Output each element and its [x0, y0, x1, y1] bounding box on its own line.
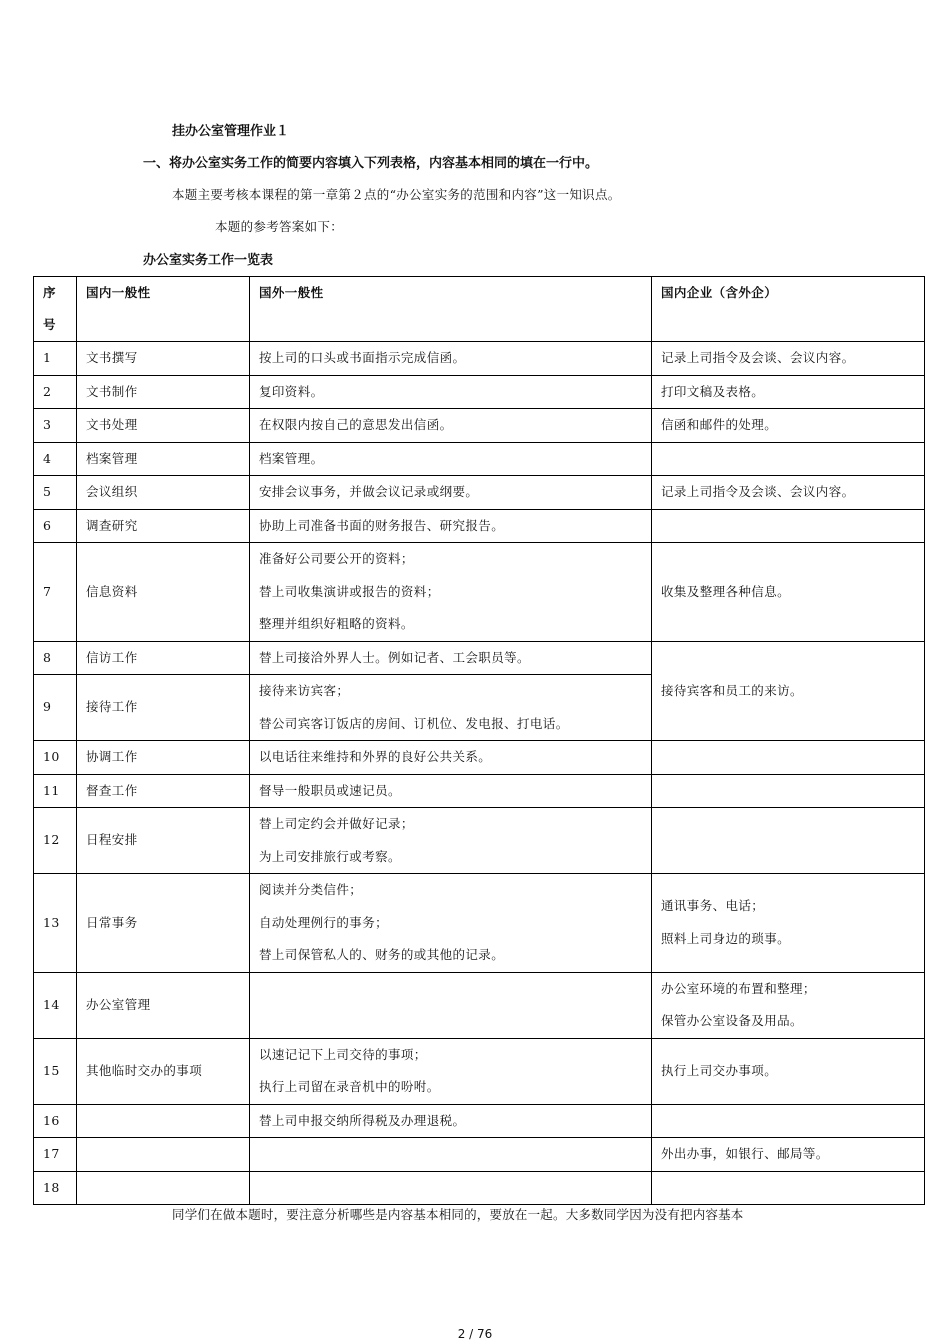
table-row: [34, 442, 925, 476]
cell-enterprise: [652, 1138, 925, 1172]
cell-enterprise: [652, 808, 925, 874]
cell-foreign: [250, 741, 652, 775]
cell-enterprise-line: 信函和邮件的处理。: [661, 417, 778, 432]
cell-foreign: [250, 375, 652, 409]
reference-intro: 本题的参考答案如下：: [215, 219, 344, 234]
table-row: [34, 641, 925, 675]
cell-enterprise: [652, 1038, 925, 1104]
cell-foreign: [250, 1104, 652, 1138]
table-body: [34, 342, 925, 1205]
cell-foreign: [250, 442, 652, 476]
cell-foreign-line: 协助上司准备书面的财务报告、研究报告。: [259, 517, 505, 533]
cell-foreign-line: 替上司定约会并做好记录；: [259, 816, 414, 831]
cell-no: [34, 808, 77, 874]
cell-foreign: [250, 808, 652, 874]
cell-enterprise: [652, 972, 925, 1038]
cell-no-text: 15: [43, 1062, 60, 1078]
cell-no-text: 1: [43, 350, 52, 365]
cell-domestic-text: 文书撰写: [86, 350, 138, 365]
cell-no-text: 11: [43, 782, 60, 798]
cell-domestic-text: 文书处理: [86, 417, 138, 432]
table-row: [34, 1038, 925, 1104]
table-row: [34, 741, 925, 775]
cell-foreign-line: 按上司的口头或书面指示完成信函。: [259, 350, 466, 365]
cell-enterprise: [652, 543, 925, 642]
table-row: [34, 874, 925, 973]
cell-no: [34, 1104, 77, 1138]
cell-enterprise: [652, 375, 925, 409]
cell-foreign: [250, 874, 652, 973]
cell-no: [34, 774, 77, 808]
cell-no-text: 2: [43, 383, 52, 399]
cell-no: [34, 442, 77, 476]
cell-no-text: 9: [43, 699, 52, 715]
cell-foreign: [250, 1138, 652, 1172]
cell-enterprise: [652, 442, 925, 476]
cell-foreign: [250, 543, 652, 642]
cell-foreign: [250, 641, 652, 675]
cell-foreign: [250, 409, 652, 443]
cell-no-text: 4: [43, 450, 52, 466]
header-no: [34, 277, 77, 342]
table-row: [34, 375, 925, 409]
cell-domestic-text: 信访工作: [86, 649, 138, 665]
table-row: [34, 543, 925, 642]
cell-no: [34, 543, 77, 642]
cell-no-text: 13: [43, 914, 60, 930]
office-affairs-table: [33, 276, 925, 1205]
cell-enterprise-line: 记录上司指令及会谈、会议内容。: [661, 484, 855, 499]
cell-no: [34, 874, 77, 973]
cell-foreign-line: 执行上司留在录音机中的吩咐。: [259, 1079, 440, 1094]
cell-domestic-text: 协调工作: [86, 749, 138, 764]
cell-domestic-text: 会议组织: [86, 484, 138, 499]
question-description: 本题主要考核本课程的第一章第２点的“办公室实务的范围和内容”这一知识点。: [172, 187, 621, 202]
cell-domestic: [77, 972, 250, 1038]
cell-enterprise-line: 打印文稿及表格。: [661, 383, 765, 399]
header-foreign: [250, 277, 652, 342]
table-row: [34, 1104, 925, 1138]
cell-enterprise-line: 收集及整理各种信息。: [661, 583, 791, 599]
cell-no-text: 5: [43, 484, 52, 499]
cell-enterprise-line: 记录上司指令及会谈、会议内容。: [661, 350, 855, 365]
cell-no-text: 3: [43, 417, 52, 432]
table-row: [34, 476, 925, 510]
question-heading: 一、将办公室实务工作的简要内容填入下列表格，内容基本相同的填在一行中。: [143, 156, 599, 171]
cell-enterprise: [652, 774, 925, 808]
cell-domestic: [77, 409, 250, 443]
cell-domestic-text: 日常事务: [86, 914, 138, 930]
cell-no: [34, 741, 77, 775]
cell-foreign-line: 替上司申报交纳所得税及办理退税。: [259, 1112, 466, 1128]
cell-enterprise-line: 通讯事务、电话；: [661, 898, 765, 914]
cell-no: [34, 972, 77, 1038]
cell-foreign-line: 督导一般职员或速记员。: [259, 782, 401, 798]
cell-foreign-line: 替上司收集演讲或报告的资料；: [259, 583, 440, 599]
cell-foreign-line: 替上司接洽外界人士。例如记者、工会职员等。: [259, 649, 530, 665]
table-row: [34, 409, 925, 443]
cell-enterprise-line: 照料上司身边的琐事。: [661, 930, 791, 946]
cell-domestic: [77, 675, 250, 741]
cell-foreign-line: 在权限内按自己的意思发出信函。: [259, 417, 453, 432]
cell-enterprise-line: 接待宾客和员工的来访。: [661, 682, 803, 698]
cell-domestic-text: 调查研究: [86, 517, 138, 533]
cell-no-text: 17: [43, 1146, 60, 1161]
cell-enterprise: [652, 1171, 925, 1205]
cell-foreign: [250, 972, 652, 1038]
cell-foreign-line: 接待来访宾客；: [259, 683, 350, 698]
table-row: [34, 509, 925, 543]
cell-no-text: 12: [43, 832, 60, 848]
cell-enterprise: [652, 874, 925, 973]
cell-no: [34, 1038, 77, 1104]
cell-enterprise: [652, 342, 925, 376]
header-no-line1: 序: [43, 285, 56, 300]
cell-enterprise-line: 外出办事，如银行、邮局等。: [661, 1146, 829, 1161]
table-title: 办公室实务工作一览表: [143, 253, 274, 268]
cell-domestic: [77, 1038, 250, 1104]
cell-enterprise: [652, 476, 925, 510]
header-enterprise: [652, 277, 925, 342]
cell-foreign: [250, 675, 652, 741]
cell-domestic: [77, 375, 250, 409]
cell-domestic-text: 督查工作: [86, 782, 138, 798]
table-row: [34, 342, 925, 376]
cell-no: [34, 476, 77, 510]
closing-paragraph: 同学们在做本题时，要注意分析哪些是内容基本相同的，要放在一起。大多数同学因为没有把内容基本: [172, 1207, 744, 1222]
cell-no-text: 16: [43, 1112, 60, 1128]
cell-foreign-line: 以电话往来维持和外界的良好公共关系。: [259, 749, 492, 764]
cell-foreign: [250, 509, 652, 543]
cell-foreign-line: 整理并组织好粗略的资料。: [259, 616, 414, 631]
header-domestic-label: 国内一般性: [86, 285, 151, 300]
cell-domestic: [77, 1171, 250, 1205]
cell-domestic: [77, 342, 250, 376]
cell-enterprise: [652, 409, 925, 443]
cell-enterprise: [652, 741, 925, 775]
cell-domestic-text: 日程安排: [86, 832, 138, 848]
cell-no: [34, 509, 77, 543]
cell-foreign-line: 安排会议事务，并做会议记录或纲要。: [259, 484, 479, 499]
header-enterprise-label: 国内企业（含外企）: [661, 285, 778, 300]
header-foreign-label: 国外一般性: [259, 285, 324, 300]
cell-enterprise-line: 保管办公室设备及用品。: [661, 1013, 803, 1028]
cell-foreign: [250, 476, 652, 510]
cell-domestic-text: 档案管理: [86, 450, 138, 466]
cell-foreign-line: 替公司宾客订饭店的房间、订机位、发电报、打电话。: [259, 715, 569, 731]
page-number: 2 / 76: [457, 1327, 493, 1341]
header-no-line2: 号: [43, 317, 56, 332]
cell-enterprise: [652, 641, 925, 741]
cell-no: [34, 375, 77, 409]
table-row: [34, 1138, 925, 1172]
cell-foreign-line: 复印资料。: [259, 383, 324, 399]
cell-enterprise-line: 执行上司交办事项。: [661, 1062, 778, 1078]
cell-foreign-line: 替上司保管私人的、财务的或其他的记录。: [259, 947, 505, 962]
cell-foreign-line: 自动处理例行的事务；: [259, 914, 389, 930]
cell-domestic: [77, 641, 250, 675]
cell-no-text: 8: [43, 649, 52, 665]
cell-enterprise: [652, 1104, 925, 1138]
cell-no: [34, 1171, 77, 1205]
cell-domestic: [77, 509, 250, 543]
cell-foreign: [250, 1038, 652, 1104]
cell-foreign-line: 档案管理。: [259, 450, 324, 466]
cell-foreign-line: 阅读并分类信件；: [259, 882, 363, 897]
cell-domestic: [77, 442, 250, 476]
cell-no-text: 18: [43, 1179, 60, 1195]
cell-enterprise-line: 办公室环境的布置和整理；: [661, 980, 816, 996]
table-row: [34, 808, 925, 874]
cell-domestic-text: 其他临时交办的事项: [86, 1062, 203, 1078]
cell-domestic-text: 文书制作: [86, 383, 138, 399]
cell-foreign: [250, 342, 652, 376]
cell-domestic: [77, 774, 250, 808]
cell-foreign-line: 准备好公司要公开的资料；: [259, 551, 414, 566]
table-row: [34, 1171, 925, 1205]
cell-no: [34, 342, 77, 376]
cell-foreign-line: 以速记记下上司交待的事项；: [259, 1046, 427, 1062]
cell-no-text: 6: [43, 517, 52, 533]
cell-domestic-text: 接待工作: [86, 699, 138, 715]
cell-domestic: [77, 476, 250, 510]
cell-domestic-text: 信息资料: [86, 583, 138, 599]
cell-no-text: 14: [43, 996, 60, 1012]
cell-no: [34, 641, 77, 675]
cell-domestic: [77, 741, 250, 775]
cell-domestic: [77, 874, 250, 973]
cell-no: [34, 409, 77, 443]
cell-domestic: [77, 808, 250, 874]
table-row: [34, 774, 925, 808]
cell-no-text: 10: [43, 749, 60, 764]
cell-no-text: 7: [43, 583, 52, 599]
cell-enterprise: [652, 509, 925, 543]
cell-foreign: [250, 774, 652, 808]
cell-domestic-text: 办公室管理: [86, 996, 151, 1012]
cell-foreign: [250, 1171, 652, 1205]
header-domestic: [77, 277, 250, 342]
doc-title: 挂办公室管理作业１: [172, 124, 290, 139]
table-row: [34, 972, 925, 1038]
cell-no: [34, 675, 77, 741]
table-header-row: [34, 277, 925, 342]
cell-domestic: [77, 1138, 250, 1172]
cell-domestic: [77, 543, 250, 642]
cell-domestic: [77, 1104, 250, 1138]
cell-foreign-line: 为上司安排旅行或考察。: [259, 848, 401, 864]
cell-no: [34, 1138, 77, 1172]
